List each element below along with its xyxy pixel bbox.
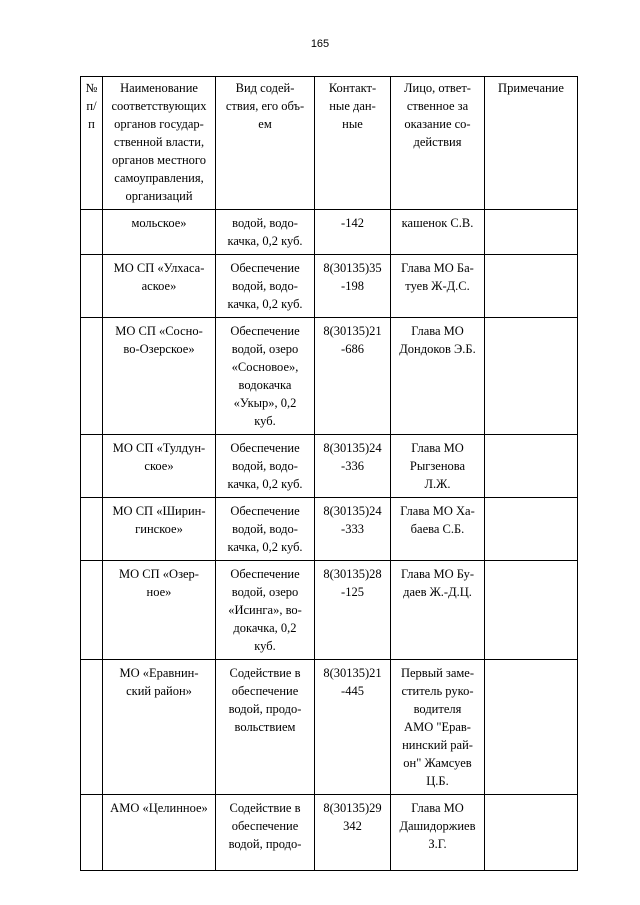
cell-organization: МО СП «Сосно- во-Озерское»	[103, 318, 216, 435]
cell-note	[485, 498, 578, 561]
cell-note	[485, 318, 578, 435]
header-note: Примечание	[485, 77, 578, 210]
cell-organization: МО «Еравнин- ский район»	[103, 660, 216, 795]
cell-num	[81, 435, 103, 498]
cell-responsible: Глава МО Ба- туев Ж-Д.С.	[391, 255, 485, 318]
cell-contact: -142	[315, 210, 391, 255]
header-responsible: Лицо, ответ- ственное за оказание со- действия	[391, 77, 485, 210]
cell-organization: МО СП «Ширин- гинское»	[103, 498, 216, 561]
header-num: № п/ п	[81, 77, 103, 210]
cell-note	[485, 795, 578, 871]
cell-responsible: Первый заме- ститель руко- водителя АМО "Ерав- нинский рай- он" Жамсуев Ц.Б.	[391, 660, 485, 795]
cell-contact: 8(30135)24 -336	[315, 435, 391, 498]
cell-assistance: Обеспечение водой, водо- качка, 0,2 куб.	[216, 435, 315, 498]
cell-num	[81, 498, 103, 561]
cell-note	[485, 561, 578, 660]
cell-assistance: водой, водо- качка, 0,2 куб.	[216, 210, 315, 255]
cell-num	[81, 795, 103, 871]
table-row	[81, 435, 578, 498]
table-row	[81, 561, 578, 660]
cell-responsible: Глава МО Дондоков Э.Б.	[391, 318, 485, 435]
cell-num	[81, 561, 103, 660]
cell-responsible: Глава МО Дашидоржиев З.Г.	[391, 795, 485, 871]
cell-responsible: Глава МО Ха- баева С.Б.	[391, 498, 485, 561]
cell-organization: мольское»	[103, 210, 216, 255]
header-assistance: Вид содей- ствия, его объ- ем	[216, 77, 315, 210]
cell-num	[81, 660, 103, 795]
cell-assistance: Содействие в обеспечение водой, продо-	[216, 795, 315, 871]
header-contact: Контакт- ные дан- ные	[315, 77, 391, 210]
cell-responsible: Глава МО Бу- даев Ж.-Д.Ц.	[391, 561, 485, 660]
cell-num	[81, 318, 103, 435]
cell-contact: 8(30135)21 -686	[315, 318, 391, 435]
cell-note	[485, 435, 578, 498]
table-row	[81, 210, 578, 255]
cell-assistance: Обеспечение водой, водо- качка, 0,2 куб.	[216, 255, 315, 318]
table-row	[81, 795, 578, 871]
cell-organization: МО СП «Озер- ное»	[103, 561, 216, 660]
table-row	[81, 318, 578, 435]
cell-contact: 8(30135)35 -198	[315, 255, 391, 318]
cell-organization: МО СП «Тулдун- ское»	[103, 435, 216, 498]
cell-assistance: Обеспечение водой, озеро «Исинга», во- докачка, 0,2 куб.	[216, 561, 315, 660]
cell-note	[485, 255, 578, 318]
table-row	[81, 255, 578, 318]
cell-organization: МО СП «Улхаса- аское»	[103, 255, 216, 318]
cell-organization: АМО «Целинное»	[103, 795, 216, 871]
cell-assistance: Обеспечение водой, водо- качка, 0,2 куб.	[216, 498, 315, 561]
cell-num	[81, 210, 103, 255]
cell-note	[485, 660, 578, 795]
contacts-table	[80, 76, 578, 871]
page-number: 165	[310, 38, 330, 50]
table-row	[81, 498, 578, 561]
cell-contact: 8(30135)29 342	[315, 795, 391, 871]
cell-assistance: Содействие в обеспечение водой, продо- вольствием	[216, 660, 315, 795]
cell-contact: 8(30135)28 -125	[315, 561, 391, 660]
cell-responsible: Глава МО Рыгзенова Л.Ж.	[391, 435, 485, 498]
table-row	[81, 660, 578, 795]
header-organization: Наименование соответствующих органов государ- ственной власти, органов местного самоуправления, организаций	[103, 77, 216, 210]
cell-responsible: кашенок С.В.	[391, 210, 485, 255]
table-header-row	[81, 77, 578, 210]
cell-contact: 8(30135)21 -445	[315, 660, 391, 795]
cell-contact: 8(30135)24 -333	[315, 498, 391, 561]
cell-assistance: Обеспечение водой, озеро «Сосновое», водокачка «Укыр», 0,2 куб.	[216, 318, 315, 435]
cell-note	[485, 210, 578, 255]
cell-num	[81, 255, 103, 318]
